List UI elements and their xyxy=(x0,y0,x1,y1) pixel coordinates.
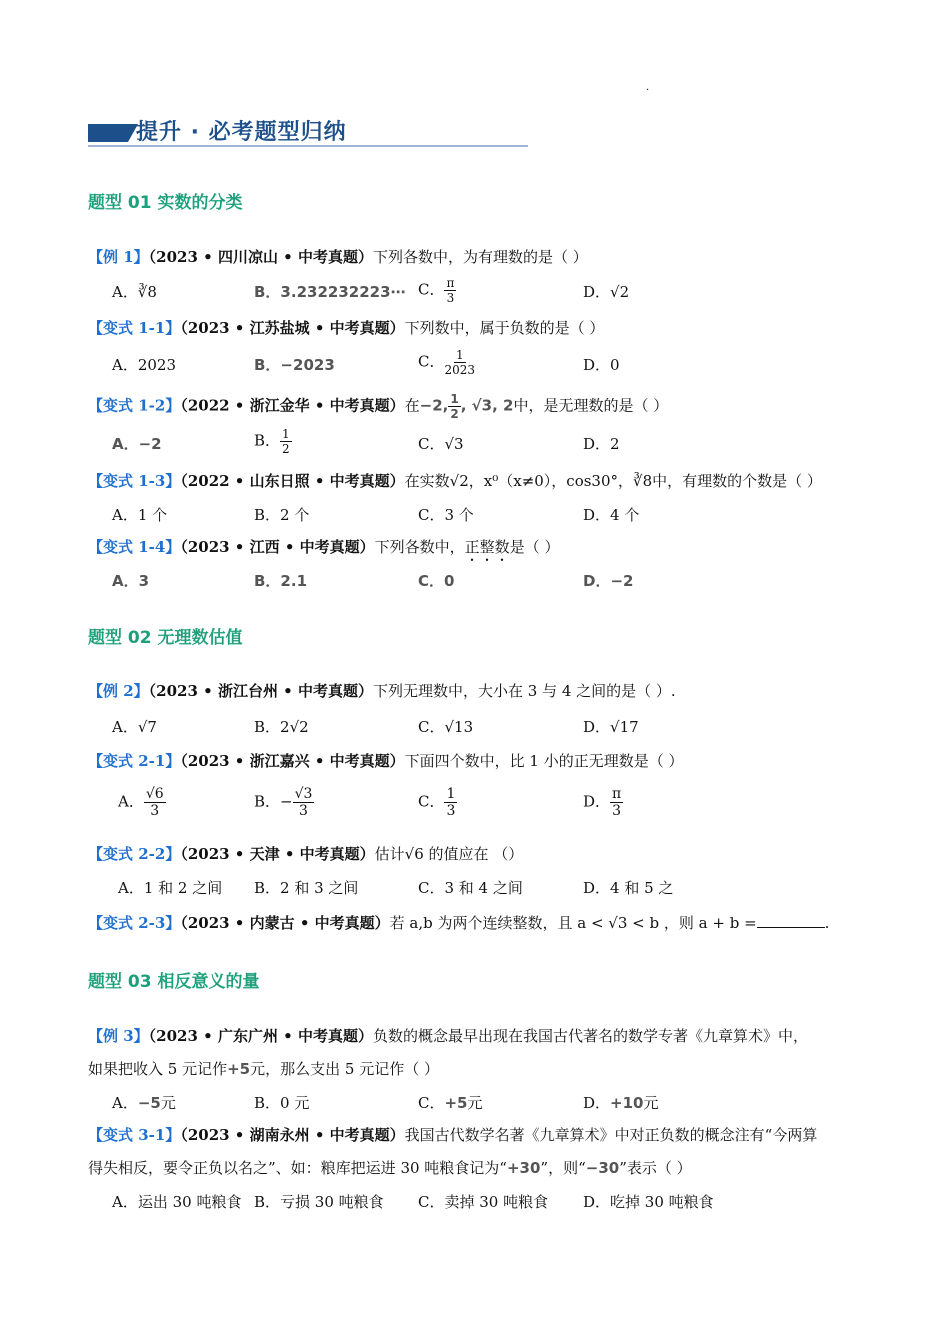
answer-blank[interactable] xyxy=(757,913,825,928)
question-text: 下列数中，属于负数的是（ ） xyxy=(404,319,605,337)
question-3: 【变式 1-2】（2022 • 浙江金华 • 中考真题）在−2, $\frac{1}{2}$ , √3, 2中，是无理数的是（ ） xyxy=(88,392,669,421)
option-d: D．2 xyxy=(583,435,620,453)
question-tag: 【变式 1-1】 xyxy=(88,319,181,337)
option-a: A．−5元 xyxy=(112,1094,176,1112)
option-c: C．√13 xyxy=(418,718,474,736)
section-title: 题型 03 相反意义的量 xyxy=(88,972,260,992)
option-c: C．3 和 4 之间 xyxy=(418,879,523,897)
question-tag: 【例 2】 xyxy=(88,682,149,700)
question-source: （2023 • 四川凉山 • 中考真题） xyxy=(148,248,373,266)
question-1 xyxy=(88,246,588,267)
option-c: C． $\frac{\pi}{3}$ xyxy=(418,276,455,305)
option-a: A． $\frac{√6}{3}$ xyxy=(118,786,164,819)
option-a: A．2023 xyxy=(112,356,177,374)
question-source: （2022 • 浙江金华 • 中考真题） xyxy=(180,396,405,415)
option-c: C． $\frac{1}{3}$ xyxy=(418,786,456,819)
option-a: A．√7 xyxy=(112,718,157,736)
question-text: 下列各数中，为有理数的是（ ） xyxy=(373,248,588,266)
question-tag: 【变式 1-4】 xyxy=(88,538,181,556)
option-b: B．2.1 xyxy=(254,572,308,590)
question-tag: 【变式 1-3】 xyxy=(88,472,181,490)
question-7 xyxy=(88,750,684,771)
question-tag: 【例 1】 xyxy=(88,248,149,266)
option-d: D．−2 xyxy=(583,572,634,590)
section-title: 题型 01 实数的分类 xyxy=(88,193,243,213)
question-text: 在实数√2，x⁰（x≠0），cos30°，∛8中，有理数的个数是（ ） xyxy=(404,472,822,490)
question-source: （2023 • 浙江嘉兴 • 中考真题） xyxy=(180,752,405,770)
question-6 xyxy=(88,680,676,701)
option-c: C．卖掉 30 吨粮食 xyxy=(418,1193,549,1211)
top-dot: . xyxy=(646,82,650,93)
option-a: A．3 xyxy=(112,572,150,590)
question-tag: 【变式 3-1】 xyxy=(88,1126,181,1144)
question-tag: 【变式 2-2】 xyxy=(88,845,181,863)
option-a: A．1 个 xyxy=(112,506,168,524)
option-a: A．运出 30 吨粮食 xyxy=(112,1193,242,1211)
question-source: （2023 • 江西 • 中考真题） xyxy=(180,538,375,556)
option-b: B．亏损 30 吨粮食 xyxy=(254,1193,384,1211)
option-b: B． $\frac{1}{2}$ xyxy=(254,427,290,456)
option-a: A．∛8 xyxy=(112,283,157,301)
question-tag: 【变式 2-1】 xyxy=(88,752,181,770)
question-source: （2023 • 广东广州 • 中考真题） xyxy=(148,1027,373,1045)
option-b: B．2√2 xyxy=(254,718,309,736)
banner-bar xyxy=(88,124,128,142)
option-c: C． $\frac{1}{2023}$ xyxy=(418,348,476,377)
option-d: D．4 个 xyxy=(583,506,640,524)
question-11 xyxy=(88,1124,817,1145)
question-text: 下列无理数中，大小在 3 与 4 之间的是（ ）. xyxy=(373,682,676,700)
option-b: B．3.232232223⋯ xyxy=(254,283,406,301)
option-b: B．−2023 xyxy=(254,356,335,374)
option-c: C．+5元 xyxy=(418,1094,483,1112)
option-b: B．− $\frac{√3}{3}$ xyxy=(254,786,313,819)
option-d: D． $\frac{\pi}{3}$ xyxy=(583,786,622,819)
question-text: 下面四个数中，比 1 小的正无理数是（ ） xyxy=(404,752,684,770)
question-source: （2023 • 浙江台州 • 中考真题） xyxy=(148,682,373,700)
banner-underline xyxy=(88,145,528,147)
question-text: 估计√6 的值应在 （） xyxy=(374,845,524,863)
question-10 xyxy=(88,1025,808,1046)
option-b: B．2 个 xyxy=(254,506,310,524)
question-source: （2022 • 山东日照 • 中考真题） xyxy=(180,472,405,490)
option-c: C．3 个 xyxy=(418,506,474,524)
option-d: D．0 xyxy=(583,356,620,374)
option-a: A．−2 xyxy=(112,435,162,453)
question-4 xyxy=(88,470,822,491)
question-5: 【变式 1-4】（2023 • 江西 • 中考真题）下列各数中，正整数是（ ） xyxy=(88,538,560,556)
option-a: A．1 和 2 之间 xyxy=(118,879,223,897)
option-b: B．2 和 3 之间 xyxy=(254,879,359,897)
section-title: 题型 02 无理数估值 xyxy=(88,628,243,648)
question-text: 我国古代数学名著《九章算术》中对正负数的概念注有“今两算 xyxy=(404,1126,818,1144)
question-2 xyxy=(88,317,604,338)
question-source: （2023 • 内蒙古 • 中考真题） xyxy=(180,914,390,932)
option-d: D．4 和 5 之 xyxy=(583,879,674,897)
option-d: D．√17 xyxy=(583,718,639,736)
question-10-line2: 如果把收入 5 元记作+5元，那么支出 5 元记作（ ） xyxy=(88,1060,439,1078)
question-source: （2023 • 江苏盐城 • 中考真题） xyxy=(180,319,405,337)
question-tag: 【变式 2-3】 xyxy=(88,914,181,932)
option-d: D．√2 xyxy=(583,283,630,301)
option-c: C．√3 xyxy=(418,435,464,453)
banner-title: 提升 · 必考题型归纳 xyxy=(136,120,347,145)
question-9: 【变式 2-3】（2023 • 内蒙古 • 中考真题）若 a,b 为两个连续整数，且 a < √3 < b ，则 a + b = . xyxy=(88,914,830,932)
option-b: B．0 元 xyxy=(254,1094,310,1112)
option-d: D．+10元 xyxy=(583,1094,659,1112)
option-d: D．吃掉 30 吨粮食 xyxy=(583,1193,714,1211)
question-text: 负数的概念最早出现在我国古代著名的数学专著《九章算术》中， xyxy=(373,1027,809,1045)
question-source: （2023 • 湖南永州 • 中考真题） xyxy=(180,1126,405,1144)
question-tag: 【例 3】 xyxy=(88,1027,149,1045)
question-11-line2: 得失相反，要令正负以名之”、如：粮库把运进 30 吨粮食记为“+30”，则“−30”表示（ ） xyxy=(88,1159,692,1177)
question-8 xyxy=(88,843,523,864)
question-source: （2023 • 天津 • 中考真题） xyxy=(180,845,375,863)
option-c: C．0 xyxy=(418,572,455,590)
question-tag: 【变式 1-2】 xyxy=(88,396,181,415)
